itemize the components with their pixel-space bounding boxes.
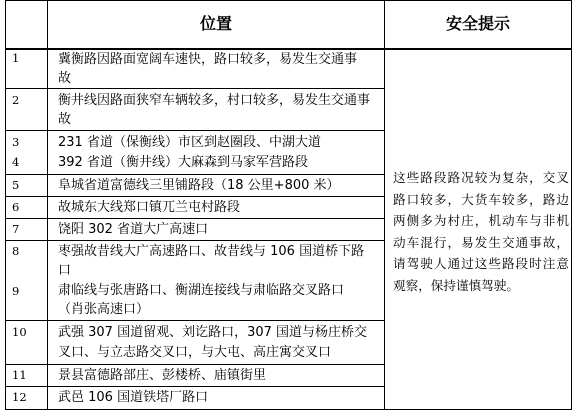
number-column-divider <box>47 0 48 410</box>
header-location: 位置 <box>199 14 232 33</box>
row-divider <box>5 174 384 175</box>
row-number: 1 <box>12 51 20 65</box>
row-number: 2 <box>12 93 20 107</box>
row-divider <box>5 320 384 321</box>
location-text: 衡井线因路面狭窄车辆较多，村口较多，易发生交通事 <box>58 93 371 108</box>
row-divider <box>5 130 384 131</box>
row-number: 12 <box>12 390 27 404</box>
location-text: 枣强故昔线大广高速路口、故昔线与 106 国道桥下路 <box>58 244 365 259</box>
row-number: 9 <box>12 284 20 298</box>
road-safety-table <box>5 0 572 410</box>
location-text: 故城东大线郑口镇兀兰屯村路段 <box>58 200 241 215</box>
location-text: 392 省道（衡井线）大麻森到马家军营路段 <box>58 155 308 170</box>
row-number: 8 <box>12 244 20 258</box>
table-border-bottom <box>5 409 572 410</box>
location-text: 冀衡路因路面宽阔车速快，路口较多，易发生交通事 <box>58 52 358 67</box>
header-safety-tip: 安全提示 <box>445 14 510 33</box>
row-number: 4 <box>12 155 20 169</box>
safety-tip-text: 这些路段路况较为复杂，交叉路口较多，大货车较多，路边两侧多为村庄，机动车与非机动车混行，易发生交通事故，请驾驶人通过这些路段时注意观察，保持谨慎驾驶。 <box>393 170 569 293</box>
location-text: 阜城省道富德线三里铺路段（18 公里+800 米） <box>58 178 340 193</box>
row-number: 6 <box>12 200 20 214</box>
row-number: 3 <box>12 135 20 149</box>
location-text: 故 <box>58 71 72 86</box>
location-text: 饶阳 302 省道大广高速口 <box>58 222 209 237</box>
row-number: 7 <box>12 222 20 236</box>
location-text: 景县富德路部庄、彭楼桥、庙镇街里 <box>58 368 267 383</box>
row-divider <box>5 88 384 89</box>
row-divider <box>5 240 384 241</box>
row-number: 5 <box>12 178 20 192</box>
location-text: 武强 307 国道留观、刘讫路口，307 国道与杨庄桥交 <box>58 325 368 340</box>
table-border-left <box>5 0 6 410</box>
table-border-right <box>571 0 572 410</box>
location-text: 武邑 106 国道铁塔厂路口 <box>58 390 209 405</box>
location-text: 口 <box>58 263 72 278</box>
location-text: 故 <box>58 112 72 127</box>
row-number: 11 <box>12 368 27 382</box>
row-divider <box>5 364 384 365</box>
row-number: 10 <box>12 325 27 339</box>
location-text: 叉口、与立志路交叉口，与大屯、高庄寓交叉口 <box>58 345 332 360</box>
location-text: （肖张高速口） <box>58 302 150 317</box>
row-divider <box>5 196 384 197</box>
tip-column-divider <box>384 0 385 410</box>
location-text: 肃临线与张唐路口、衡湖连接线与肃临路交叉路口 <box>58 283 345 298</box>
row-divider <box>5 218 384 219</box>
table-border-top <box>5 0 572 1</box>
location-text: 231 省道（保衡线）市区到赵圈段、中湖大道 <box>58 135 321 150</box>
row-divider <box>5 386 384 387</box>
